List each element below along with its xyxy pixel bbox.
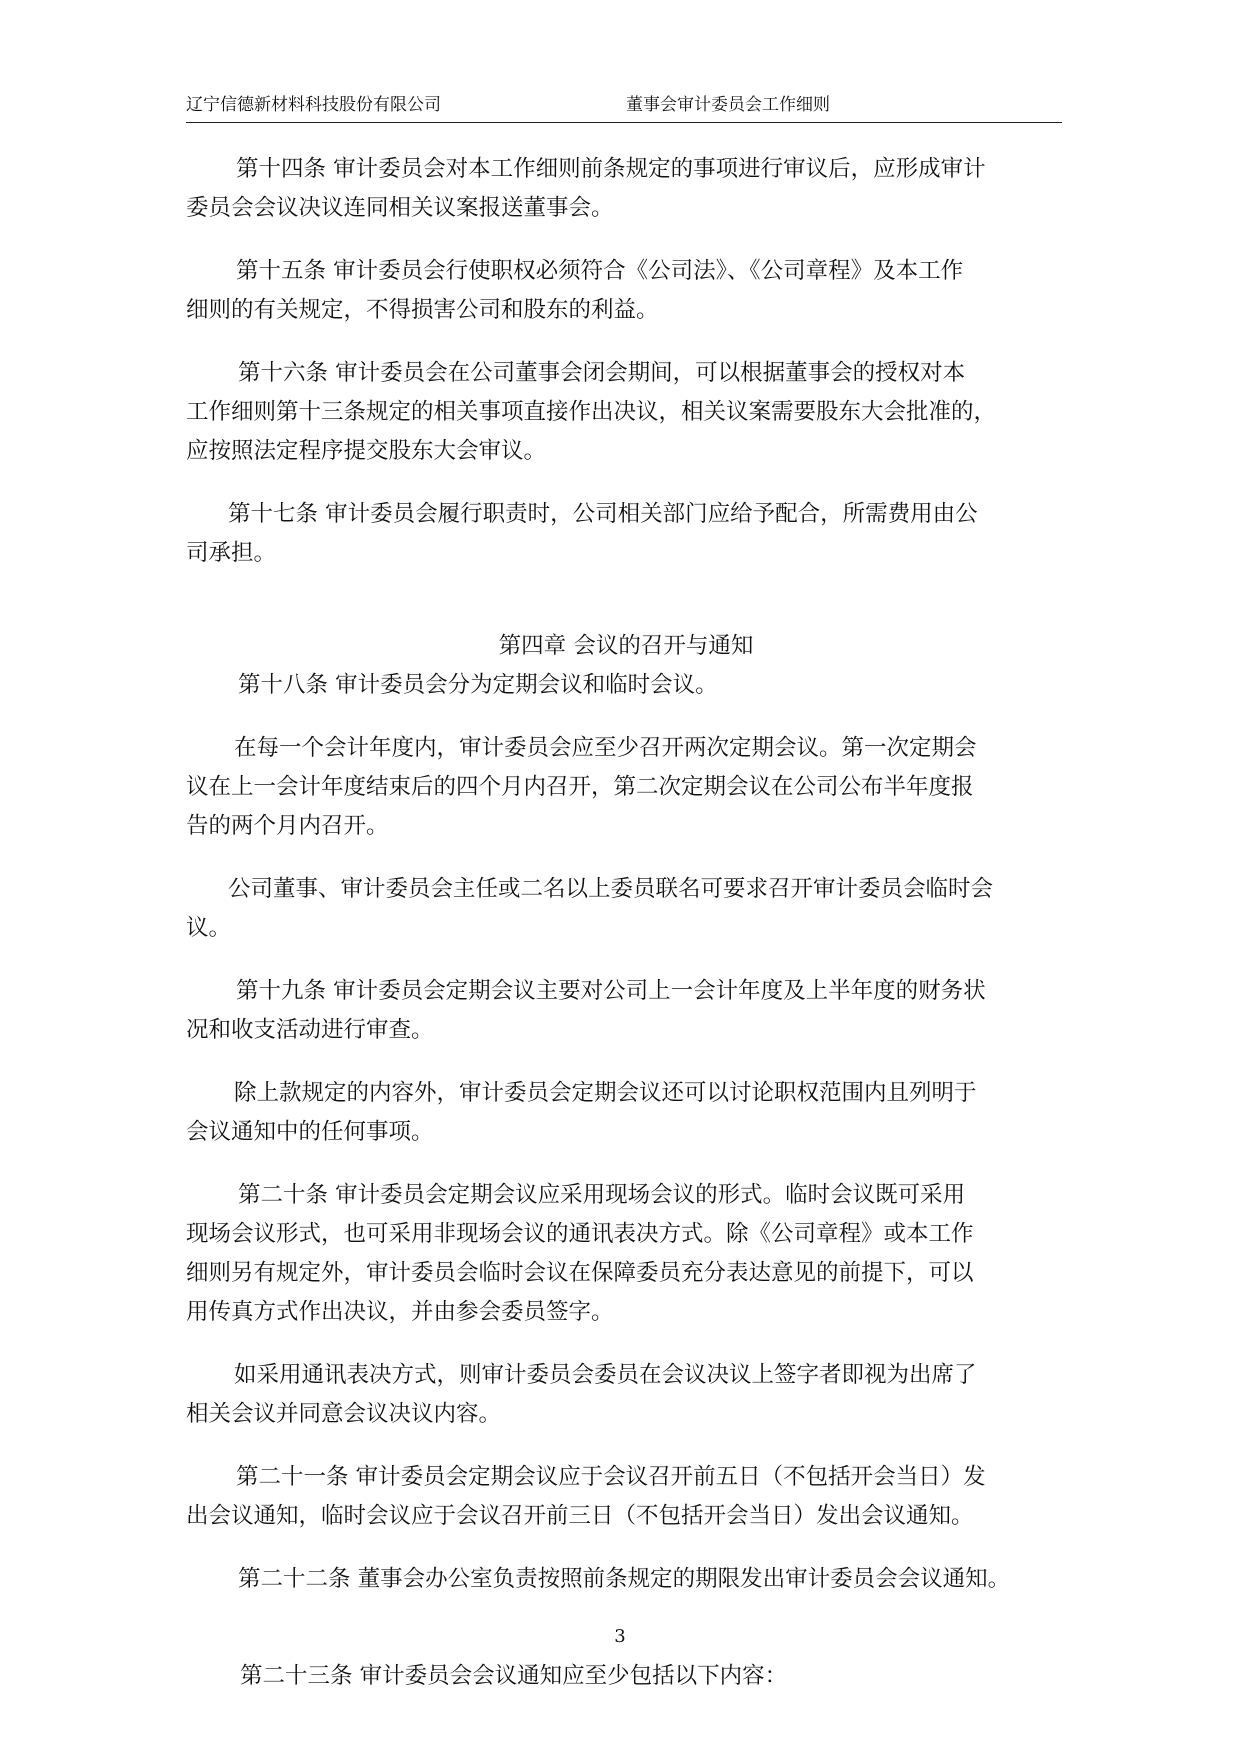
article-18-paragraph-3 bbox=[186, 870, 1066, 948]
paragraph-spacing bbox=[186, 1332, 1066, 1356]
text-line: 第二十一条 审计委员会定期会议应于会议召开前五日（不包括开会当日）发 bbox=[236, 1464, 986, 1490]
text-line: 况和收支活动进行审查。 bbox=[186, 1017, 434, 1043]
article-17 bbox=[186, 495, 1066, 573]
paragraph-spacing bbox=[186, 705, 1066, 729]
document-body bbox=[186, 150, 1066, 1696]
page-header bbox=[186, 88, 1062, 123]
article-19-paragraph-2 bbox=[186, 1074, 1066, 1152]
article-19 bbox=[186, 972, 1066, 1050]
text-line: 告的两个月内召开。 bbox=[186, 813, 389, 839]
paragraph-spacing bbox=[186, 1434, 1066, 1458]
paragraph-spacing bbox=[186, 1152, 1066, 1176]
text-line: 第十六条 审计委员会在公司董事会闭会期间，可以根据董事会的授权对本 bbox=[238, 360, 966, 386]
paragraph-spacing bbox=[186, 471, 1066, 495]
page-number: 3 bbox=[614, 1626, 626, 1647]
text-line: 第十四条 审计委员会对本工作细则前条规定的事项进行审议后，应形成审计 bbox=[236, 156, 986, 182]
text-line: 除上款规定的内容外，审计委员会定期会议还可以讨论职权范围内且列明于 bbox=[234, 1080, 977, 1106]
article-21 bbox=[186, 1458, 1066, 1536]
header-document-title: 董事会审计委员会工作细则 bbox=[626, 95, 830, 115]
text-line: 议。 bbox=[186, 915, 232, 941]
text-line: 如采用通讯表决方式，则审计委员会委员在会议决议上签字者即视为出席了 bbox=[234, 1362, 977, 1388]
text-line: 议在上一会计年度结束后的四个月内召开，第二次定期会议在公司公布半年度报 bbox=[186, 774, 974, 800]
text-line: 第二十条 审计委员会定期会议应采用现场会议的形式。临时会议既可采用 bbox=[238, 1182, 966, 1208]
paragraph-spacing bbox=[186, 1536, 1066, 1560]
article-18-paragraph-2 bbox=[186, 729, 1066, 846]
paragraph-spacing bbox=[186, 846, 1066, 870]
text-line: 应按照法定程序提交股东大会审议。 bbox=[186, 438, 547, 464]
text-line: 第十五条 审计委员会行使职权必须符合《公司法》、《公司章程》及本工作 bbox=[236, 258, 964, 284]
article-20 bbox=[186, 1176, 1066, 1332]
text-line: 第十九条 审计委员会定期会议主要对公司上一会计年度及上半年度的财务状 bbox=[236, 978, 986, 1004]
text-line: 用传真方式作出决议，并由参会委员签字。 bbox=[186, 1299, 614, 1325]
paragraph-spacing bbox=[186, 948, 1066, 972]
article-16 bbox=[186, 354, 1066, 471]
text-line: 出会议通知，临时会议应于会议召开前三日（不包括开会当日）发出会议通知。 bbox=[186, 1503, 974, 1529]
text-line: 工作细则第十三条规定的相关事项直接作出决议，相关议案需要股东大会批准的， bbox=[186, 399, 997, 425]
article-23 bbox=[186, 1657, 1066, 1696]
article-14 bbox=[186, 150, 1066, 228]
text-line: 司承担。 bbox=[186, 540, 277, 566]
article-22 bbox=[186, 1560, 1066, 1599]
text-line: 第二十三条 审计委员会会议通知应至少包括以下内容： bbox=[240, 1663, 788, 1689]
paragraph-spacing bbox=[186, 573, 1066, 627]
text-line: 现场会议形式，也可采用非现场会议的通讯表决方式。除《公司章程》或本工作 bbox=[186, 1221, 974, 1247]
paragraph-spacing bbox=[186, 228, 1066, 252]
paragraph-spacing bbox=[186, 1050, 1066, 1074]
text-line: 委员会会议决议连同相关议案报送董事会。 bbox=[186, 195, 614, 221]
article-20-paragraph-2 bbox=[186, 1356, 1066, 1434]
text-line: 在每一个会计年度内，审计委员会应至少召开两次定期会议。第一次定期会 bbox=[234, 735, 977, 761]
article-18 bbox=[186, 666, 1066, 705]
header-company-name: 辽宁信德新材料科技股份有限公司 bbox=[186, 95, 441, 115]
text-line: 第二十二条 董事会办公室负责按照前条规定的期限发出审计委员会会议通知。 bbox=[238, 1566, 1011, 1592]
text-line: 相关会议并同意会议决议内容。 bbox=[186, 1401, 502, 1427]
text-line: 第十八条 审计委员会分为定期会议和临时会议。 bbox=[238, 672, 718, 698]
text-line: 第十七条 审计委员会履行职责时，公司相关部门应给予配合，所需费用由公 bbox=[228, 501, 978, 527]
paragraph-spacing bbox=[186, 330, 1066, 354]
text-line: 会议通知中的任何事项。 bbox=[186, 1119, 434, 1145]
text-line: 细则另有规定外，审计委员会临时会议在保障委员充分表达意见的前提下，可以 bbox=[186, 1260, 974, 1286]
article-15 bbox=[186, 252, 1066, 330]
text-line: 公司董事、审计委员会主任或二名以上委员联名可要求召开审计委员会临时会 bbox=[228, 876, 994, 902]
chapter-heading: 第四章 会议的召开与通知 bbox=[498, 633, 754, 659]
text-line: 细则的有关规定，不得损害公司和股东的利益。 bbox=[186, 297, 659, 323]
